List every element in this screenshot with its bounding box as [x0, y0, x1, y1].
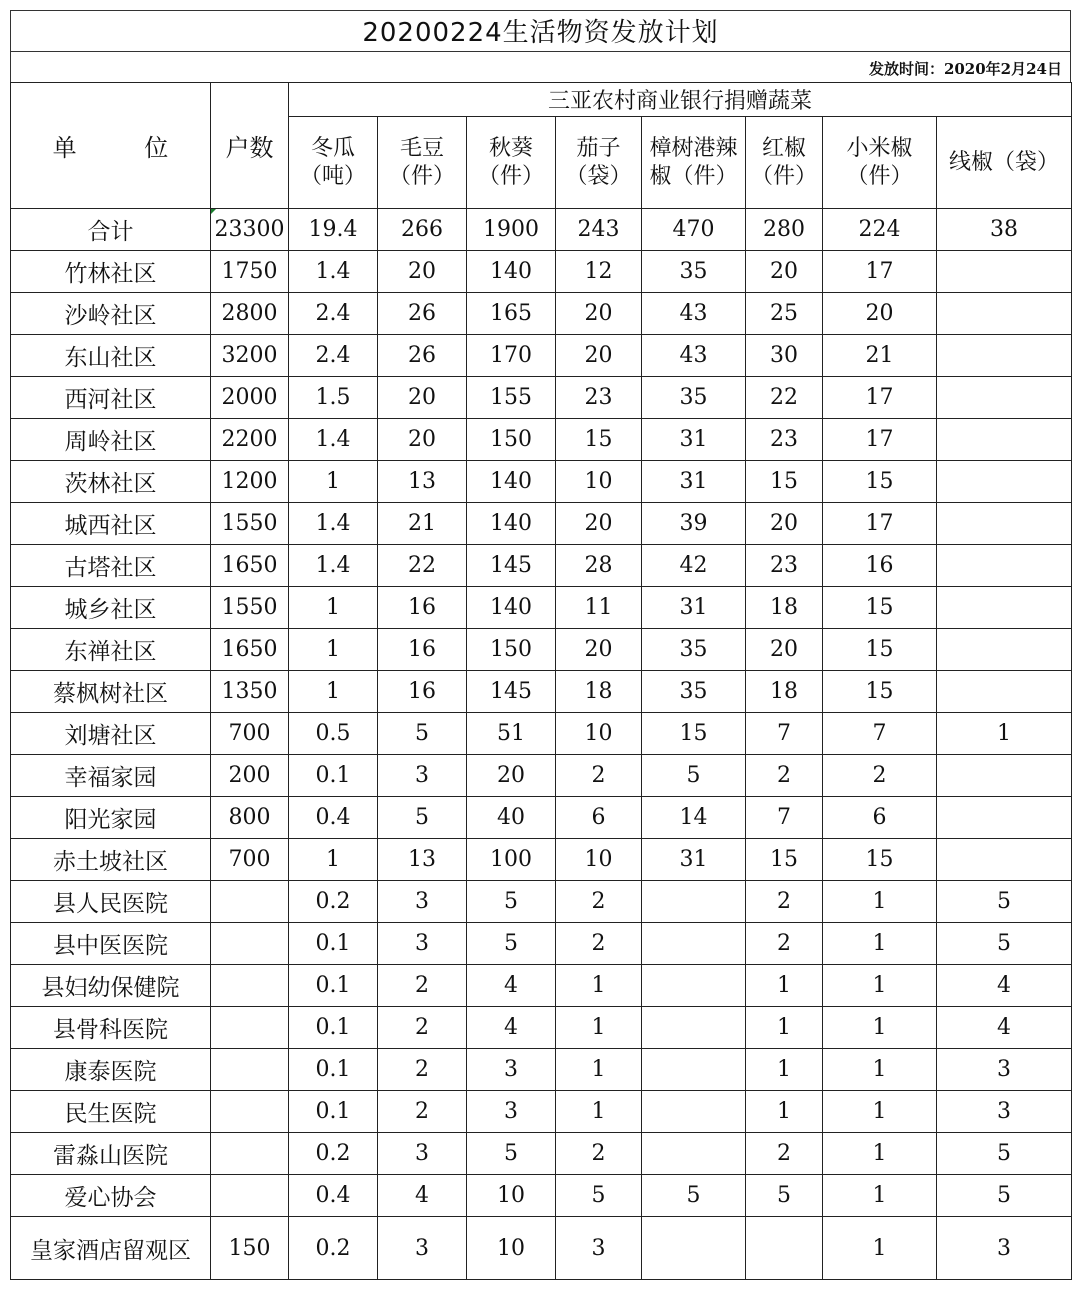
quantity-cell: 2	[823, 755, 937, 797]
quantity-cell	[937, 545, 1072, 587]
households-cell: 200	[211, 755, 289, 797]
table-row	[11, 965, 1072, 1007]
quantity-cell: 15	[556, 419, 642, 461]
table-row	[11, 293, 1072, 335]
quantity-cell: 1.4	[289, 251, 378, 293]
quantity-cell: 5	[746, 1175, 823, 1217]
quantity-cell	[642, 1217, 746, 1280]
quantity-cell: 2	[556, 755, 642, 797]
quantity-cell: 2.4	[289, 335, 378, 377]
quantity-cell: 10	[467, 1217, 556, 1280]
households-cell: 1650	[211, 629, 289, 671]
quantity-cell: 5	[642, 755, 746, 797]
quantity-cell: 20	[746, 629, 823, 671]
quantity-cell: 17	[823, 377, 937, 419]
header-unit-label: 单 位	[52, 134, 199, 162]
quantity-cell: 170	[467, 335, 556, 377]
quantity-cell: 16	[823, 545, 937, 587]
table-row	[11, 545, 1072, 587]
table-row	[11, 1091, 1072, 1133]
quantity-cell: 1900	[467, 209, 556, 251]
row-unit-name: 赤土坡社区	[11, 839, 211, 881]
table-row	[11, 923, 1072, 965]
quantity-cell: 5	[642, 1175, 746, 1217]
table-row	[11, 1049, 1072, 1091]
quantity-cell	[937, 629, 1072, 671]
quantity-cell: 20	[746, 503, 823, 545]
quantity-cell	[937, 503, 1072, 545]
quantity-cell: 1.5	[289, 377, 378, 419]
table-row	[11, 503, 1072, 545]
row-unit-name: 民生医院	[11, 1091, 211, 1133]
quantity-cell: 15	[746, 839, 823, 881]
table-row	[11, 881, 1072, 923]
row-unit-name: 县中医医院	[11, 923, 211, 965]
quantity-cell: 7	[823, 713, 937, 755]
quantity-cell: 23	[746, 419, 823, 461]
quantity-cell: 5	[467, 881, 556, 923]
header-item: 冬瓜（吨）	[289, 117, 378, 209]
quantity-cell: 31	[642, 587, 746, 629]
quantity-cell: 2	[556, 923, 642, 965]
quantity-cell: 10	[556, 839, 642, 881]
quantity-cell	[937, 377, 1072, 419]
quantity-cell: 2	[378, 1091, 467, 1133]
quantity-cell: 243	[556, 209, 642, 251]
quantity-cell: 1	[746, 965, 823, 1007]
quantity-cell: 140	[467, 503, 556, 545]
row-unit-name: 县妇幼保健院	[11, 965, 211, 1007]
quantity-cell: 10	[556, 461, 642, 503]
quantity-cell: 2	[746, 923, 823, 965]
quantity-cell: 0.2	[289, 881, 378, 923]
households-cell: 700	[211, 839, 289, 881]
quantity-cell: 0.2	[289, 1217, 378, 1280]
header-item: 茄子（袋）	[556, 117, 642, 209]
header-item: 秋葵（件）	[467, 117, 556, 209]
quantity-cell: 3	[467, 1091, 556, 1133]
quantity-cell	[937, 671, 1072, 713]
quantity-cell: 1	[289, 839, 378, 881]
quantity-cell: 3	[556, 1217, 642, 1280]
quantity-cell: 150	[467, 419, 556, 461]
quantity-cell	[937, 293, 1072, 335]
row-unit-name: 合计	[11, 209, 211, 251]
quantity-cell: 26	[378, 293, 467, 335]
table-row	[11, 419, 1072, 461]
row-unit-name: 康泰医院	[11, 1049, 211, 1091]
quantity-cell: 1	[823, 881, 937, 923]
quantity-cell: 1	[746, 1007, 823, 1049]
header-donor-group: 三亚农村商业银行捐赠蔬菜	[289, 83, 1072, 117]
quantity-cell	[642, 923, 746, 965]
header-item: 毛豆（件）	[378, 117, 467, 209]
quantity-cell: 51	[467, 713, 556, 755]
quantity-cell: 3	[378, 1133, 467, 1175]
households-cell	[211, 923, 289, 965]
quantity-cell: 145	[467, 671, 556, 713]
quantity-cell: 0.5	[289, 713, 378, 755]
table-row	[11, 1217, 1072, 1280]
quantity-cell: 43	[642, 335, 746, 377]
quantity-cell: 0.1	[289, 1049, 378, 1091]
quantity-cell: 1	[823, 1217, 937, 1280]
quantity-cell	[642, 1133, 746, 1175]
quantity-cell: 165	[467, 293, 556, 335]
row-unit-name: 沙岭社区	[11, 293, 211, 335]
quantity-cell: 14	[642, 797, 746, 839]
quantity-cell: 1	[823, 965, 937, 1007]
quantity-cell	[642, 1091, 746, 1133]
households-cell: 2800	[211, 293, 289, 335]
households-cell	[211, 1007, 289, 1049]
households-cell: 2200	[211, 419, 289, 461]
table-row	[11, 587, 1072, 629]
quantity-cell: 0.1	[289, 755, 378, 797]
quantity-cell: 140	[467, 461, 556, 503]
table-row	[11, 1133, 1072, 1175]
quantity-cell: 1	[823, 1175, 937, 1217]
row-unit-name: 蔡枫树社区	[11, 671, 211, 713]
quantity-cell: 15	[823, 839, 937, 881]
quantity-cell: 1.4	[289, 545, 378, 587]
quantity-cell: 3	[378, 881, 467, 923]
quantity-cell: 20	[378, 251, 467, 293]
table-row	[11, 713, 1072, 755]
quantity-cell: 2	[378, 1049, 467, 1091]
quantity-cell: 30	[746, 335, 823, 377]
quantity-cell: 15	[823, 629, 937, 671]
quantity-cell: 20	[467, 755, 556, 797]
quantity-cell: 1	[823, 923, 937, 965]
quantity-cell: 23	[556, 377, 642, 419]
quantity-cell: 2	[746, 755, 823, 797]
quantity-cell: 1	[556, 965, 642, 1007]
quantity-cell: 1	[937, 713, 1072, 755]
quantity-cell: 10	[467, 1175, 556, 1217]
quantity-cell	[642, 1049, 746, 1091]
header-item: 小米椒（件）	[823, 117, 937, 209]
quantity-cell	[937, 335, 1072, 377]
table-row	[11, 839, 1072, 881]
quantity-cell: 5	[467, 1133, 556, 1175]
row-unit-name: 城西社区	[11, 503, 211, 545]
table-row	[11, 209, 1072, 251]
households-cell: 1550	[211, 587, 289, 629]
table-row	[11, 629, 1072, 671]
quantity-cell: 38	[937, 209, 1072, 251]
households-cell	[211, 1091, 289, 1133]
quantity-cell: 31	[642, 461, 746, 503]
quantity-cell: 22	[746, 377, 823, 419]
quantity-cell: 3	[937, 1091, 1072, 1133]
header-item: 红椒（件）	[746, 117, 823, 209]
households-cell: 800	[211, 797, 289, 839]
quantity-cell: 20	[556, 335, 642, 377]
quantity-cell: 19.4	[289, 209, 378, 251]
header-unit	[11, 83, 211, 209]
quantity-cell: 20	[746, 251, 823, 293]
quantity-cell: 0.1	[289, 923, 378, 965]
quantity-cell: 21	[823, 335, 937, 377]
quantity-cell: 20	[556, 503, 642, 545]
quantity-cell: 7	[746, 797, 823, 839]
quantity-cell	[746, 1217, 823, 1280]
quantity-cell: 4	[937, 965, 1072, 1007]
quantity-cell: 3	[378, 1217, 467, 1280]
quantity-cell: 140	[467, 587, 556, 629]
quantity-cell: 5	[937, 1175, 1072, 1217]
quantity-cell: 16	[378, 629, 467, 671]
quantity-cell: 3	[467, 1049, 556, 1091]
quantity-cell: 7	[746, 713, 823, 755]
quantity-cell: 11	[556, 587, 642, 629]
quantity-cell: 20	[556, 629, 642, 671]
table-body	[11, 209, 1072, 1280]
quantity-cell: 35	[642, 251, 746, 293]
quantity-cell: 43	[642, 293, 746, 335]
row-unit-name: 西河社区	[11, 377, 211, 419]
table-row	[11, 1007, 1072, 1049]
quantity-cell	[937, 251, 1072, 293]
quantity-cell: 1	[289, 671, 378, 713]
quantity-cell	[937, 461, 1072, 503]
quantity-cell: 6	[823, 797, 937, 839]
quantity-cell: 15	[823, 671, 937, 713]
quantity-cell	[642, 1007, 746, 1049]
quantity-cell: 21	[378, 503, 467, 545]
households-cell: 1750	[211, 251, 289, 293]
quantity-cell: 155	[467, 377, 556, 419]
quantity-cell: 5	[378, 713, 467, 755]
quantity-cell: 0.4	[289, 1175, 378, 1217]
quantity-cell: 150	[467, 629, 556, 671]
quantity-cell: 0.1	[289, 1007, 378, 1049]
quantity-cell: 5	[378, 797, 467, 839]
quantity-cell: 16	[378, 587, 467, 629]
quantity-cell: 0.4	[289, 797, 378, 839]
quantity-cell: 4	[937, 1007, 1072, 1049]
quantity-cell: 35	[642, 377, 746, 419]
quantity-cell: 0.2	[289, 1133, 378, 1175]
households-cell: 1650	[211, 545, 289, 587]
row-unit-name: 县骨科医院	[11, 1007, 211, 1049]
quantity-cell: 2.4	[289, 293, 378, 335]
quantity-cell: 1	[823, 1007, 937, 1049]
quantity-cell: 1	[746, 1091, 823, 1133]
quantity-cell: 15	[746, 461, 823, 503]
quantity-cell	[642, 965, 746, 1007]
quantity-cell: 3	[937, 1217, 1072, 1280]
table-row	[11, 671, 1072, 713]
quantity-cell: 15	[642, 713, 746, 755]
households-cell: 700	[211, 713, 289, 755]
quantity-cell: 13	[378, 839, 467, 881]
row-unit-name: 城乡社区	[11, 587, 211, 629]
households-cell: 3200	[211, 335, 289, 377]
table-row	[11, 335, 1072, 377]
quantity-cell: 0.1	[289, 965, 378, 1007]
quantity-cell	[937, 797, 1072, 839]
quantity-cell: 12	[556, 251, 642, 293]
quantity-cell: 266	[378, 209, 467, 251]
quantity-cell: 0.1	[289, 1091, 378, 1133]
row-unit-name: 竹林社区	[11, 251, 211, 293]
households-cell	[211, 1133, 289, 1175]
quantity-cell: 39	[642, 503, 746, 545]
quantity-cell: 2	[378, 965, 467, 1007]
quantity-cell: 23	[746, 545, 823, 587]
quantity-cell	[937, 839, 1072, 881]
households-cell	[211, 1175, 289, 1217]
quantity-cell: 5	[556, 1175, 642, 1217]
quantity-cell: 1	[289, 587, 378, 629]
row-unit-name: 周岭社区	[11, 419, 211, 461]
quantity-cell: 5	[937, 1133, 1072, 1175]
row-unit-name: 幸福家园	[11, 755, 211, 797]
row-unit-name: 阳光家园	[11, 797, 211, 839]
quantity-cell: 31	[642, 839, 746, 881]
quantity-cell: 2	[556, 1133, 642, 1175]
quantity-cell: 3	[378, 755, 467, 797]
quantity-cell: 1	[289, 461, 378, 503]
quantity-cell: 5	[467, 923, 556, 965]
table-row	[11, 1175, 1072, 1217]
quantity-cell: 15	[823, 461, 937, 503]
quantity-cell: 1	[289, 629, 378, 671]
table-row	[11, 251, 1072, 293]
sheet-title: 20200224生活物资发放计划	[10, 10, 1071, 51]
quantity-cell: 25	[746, 293, 823, 335]
quantity-cell: 10	[556, 713, 642, 755]
quantity-cell	[642, 881, 746, 923]
row-unit-name: 东山社区	[11, 335, 211, 377]
quantity-cell: 6	[556, 797, 642, 839]
households-cell: 2000	[211, 377, 289, 419]
quantity-cell: 31	[642, 419, 746, 461]
quantity-cell: 20	[378, 419, 467, 461]
quantity-cell: 2	[378, 1007, 467, 1049]
quantity-cell: 20	[556, 293, 642, 335]
row-unit-name: 皇家酒店留观区	[11, 1217, 211, 1280]
quantity-cell: 18	[746, 587, 823, 629]
quantity-cell	[937, 587, 1072, 629]
quantity-cell: 1	[823, 1049, 937, 1091]
quantity-cell: 4	[467, 965, 556, 1007]
row-unit-name: 东禅社区	[11, 629, 211, 671]
quantity-cell: 224	[823, 209, 937, 251]
header-item: 樟树港辣椒（件）	[642, 117, 746, 209]
quantity-cell: 145	[467, 545, 556, 587]
distribution-date: 发放时间：2020年2月24日	[10, 51, 1071, 82]
quantity-cell: 1.4	[289, 503, 378, 545]
quantity-cell: 5	[937, 923, 1072, 965]
table-row	[11, 461, 1072, 503]
quantity-cell: 22	[378, 545, 467, 587]
quantity-cell: 1	[746, 1049, 823, 1091]
quantity-cell: 20	[378, 377, 467, 419]
quantity-cell: 35	[642, 629, 746, 671]
row-unit-name: 县人民医院	[11, 881, 211, 923]
table-row	[11, 377, 1072, 419]
header-households: 户数	[211, 83, 289, 209]
table-row	[11, 797, 1072, 839]
row-unit-name: 茨林社区	[11, 461, 211, 503]
quantity-cell	[937, 419, 1072, 461]
spreadsheet	[10, 10, 1071, 1280]
quantity-cell: 16	[378, 671, 467, 713]
households-cell	[211, 881, 289, 923]
quantity-cell: 5	[937, 881, 1072, 923]
row-unit-name: 刘塘社区	[11, 713, 211, 755]
quantity-cell: 470	[642, 209, 746, 251]
quantity-cell: 1.4	[289, 419, 378, 461]
distribution-table	[10, 82, 1072, 1280]
households-cell: 23300	[211, 209, 289, 251]
households-cell: 1200	[211, 461, 289, 503]
quantity-cell: 1	[823, 1133, 937, 1175]
quantity-cell: 17	[823, 251, 937, 293]
quantity-cell: 18	[746, 671, 823, 713]
households-cell	[211, 965, 289, 1007]
households-cell	[211, 1049, 289, 1091]
households-cell: 150	[211, 1217, 289, 1280]
quantity-cell: 35	[642, 671, 746, 713]
quantity-cell: 100	[467, 839, 556, 881]
quantity-cell: 1	[823, 1091, 937, 1133]
quantity-cell: 4	[467, 1007, 556, 1049]
quantity-cell: 13	[378, 461, 467, 503]
quantity-cell: 2	[746, 1133, 823, 1175]
households-cell: 1550	[211, 503, 289, 545]
quantity-cell: 18	[556, 671, 642, 713]
table-row	[11, 755, 1072, 797]
quantity-cell: 15	[823, 587, 937, 629]
households-cell: 1350	[211, 671, 289, 713]
quantity-cell: 140	[467, 251, 556, 293]
row-unit-name: 古塔社区	[11, 545, 211, 587]
quantity-cell: 3	[937, 1049, 1072, 1091]
quantity-cell: 2	[746, 881, 823, 923]
quantity-cell: 4	[378, 1175, 467, 1217]
quantity-cell: 40	[467, 797, 556, 839]
quantity-cell: 17	[823, 503, 937, 545]
quantity-cell: 17	[823, 419, 937, 461]
header-item: 线椒（袋）	[937, 117, 1072, 209]
quantity-cell: 26	[378, 335, 467, 377]
quantity-cell	[937, 755, 1072, 797]
quantity-cell: 3	[378, 923, 467, 965]
quantity-cell: 42	[642, 545, 746, 587]
quantity-cell: 280	[746, 209, 823, 251]
quantity-cell: 1	[556, 1091, 642, 1133]
quantity-cell: 28	[556, 545, 642, 587]
quantity-cell: 1	[556, 1007, 642, 1049]
quantity-cell: 2	[556, 881, 642, 923]
row-unit-name: 爱心协会	[11, 1175, 211, 1217]
row-unit-name: 雷淼山医院	[11, 1133, 211, 1175]
quantity-cell: 20	[823, 293, 937, 335]
quantity-cell: 1	[556, 1049, 642, 1091]
cell-indicator-icon	[211, 209, 216, 214]
